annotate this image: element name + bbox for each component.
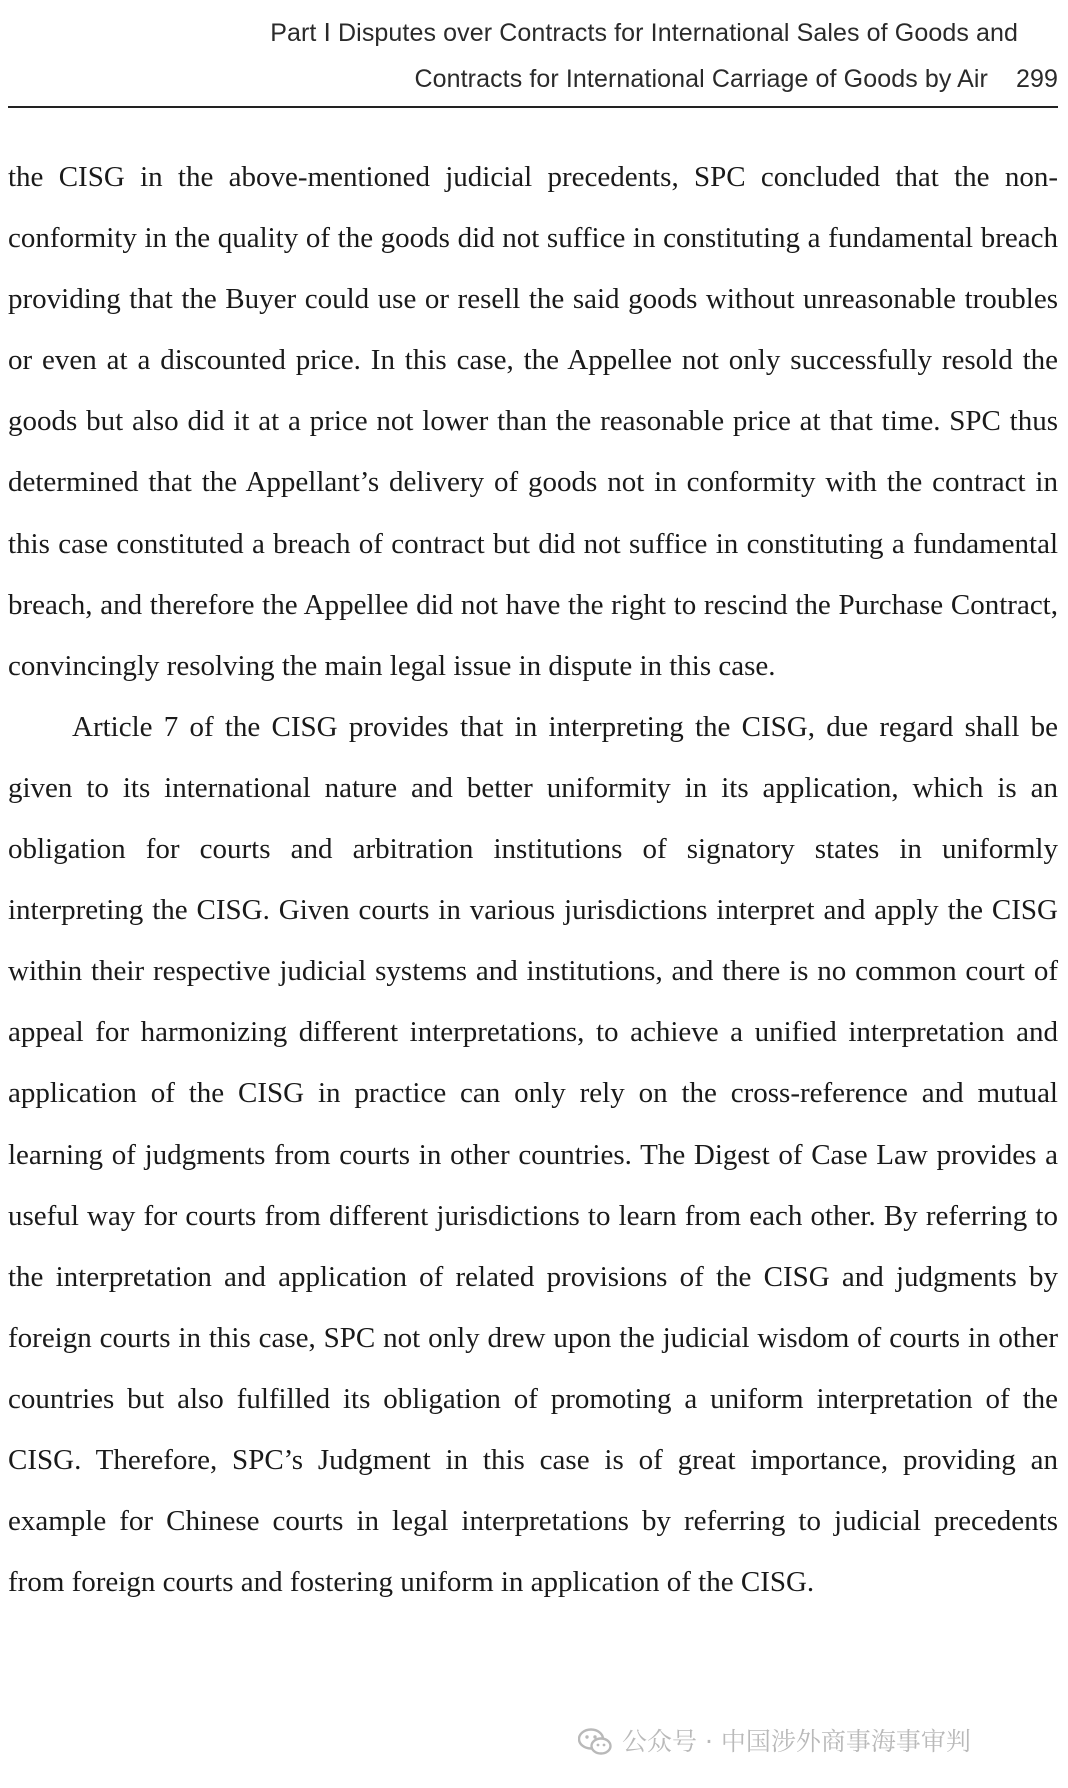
paragraph-continued: the CISG in the above-mentioned judicial precedents, SPC concluded that the non-conformity in the quality of the goods did not suffice in constituting a fundamental breach providing that the Buyer could use or resell the said goods without unreasonable troubles or even at a discounted price. In this case, the Appellee not only successfully resold the goods but also did it at a price not lower than the reasonable price at that time. SPC thus determined that the Appellant’s delivery of goods not in conformity with the contract in this case constituted a breach of contract but did not suffice in constituting a fundamental breach, and therefore the Appellee did not have the right to rescind the Purchase Contract, convincingly resolving the main legal issue in dispute in this case. bbox=[8, 161, 1058, 682]
paragraph-article-7: Article 7 of the CISG provides that in interpreting the CISG, due regard shall be given to its international nature and better uniformity in its application, which is an obligation for courts and arbitration institutions of signatory states in uniformly interpreting the CISG. Given courts in various jurisdictions interpret and apply the CISG within their respective judicial systems and institutions, and there is no common court of appeal for harmonizing different interpretations, to achieve a unified interpretation and application of the CISG in practice can only rely on the cross-reference and mutual learning of judgments from courts in other countries. The Digest of Case Law provides a useful way for courts from different jurisdictions to learn from each other. By referring to the interpretation and application of related provisions of the CISG and judgments by foreign courts in this case, SPC not only drew upon the judicial wisdom of courts in other countries but also fulfilled its obligation of promoting a uniform interpretation of the CISG. Therefore, SPC’s Judgment in this case is of great importance, providing an example for Chinese courts in legal interpretations by referring to judicial precedents from foreign courts and fostering uniform in application of the CISG. bbox=[8, 710, 1058, 1599]
wechat-icon bbox=[578, 1728, 612, 1756]
watermark bbox=[578, 1726, 971, 1758]
header-title-line-1: Part Ⅰ Disputes over Contracts for International Sales of Goods and bbox=[270, 19, 1018, 47]
header-title-text: Contracts for International Carriage of Goods by Air bbox=[414, 65, 988, 93]
body-text bbox=[8, 147, 1058, 1613]
header-divider bbox=[8, 106, 1058, 108]
running-header bbox=[8, 10, 1060, 102]
watermark-text: 公众号 · 中国涉外商事海事审判 bbox=[622, 1727, 971, 1756]
header-title-line-2 bbox=[8, 56, 1060, 102]
page-number: 299 bbox=[1015, 65, 1058, 93]
